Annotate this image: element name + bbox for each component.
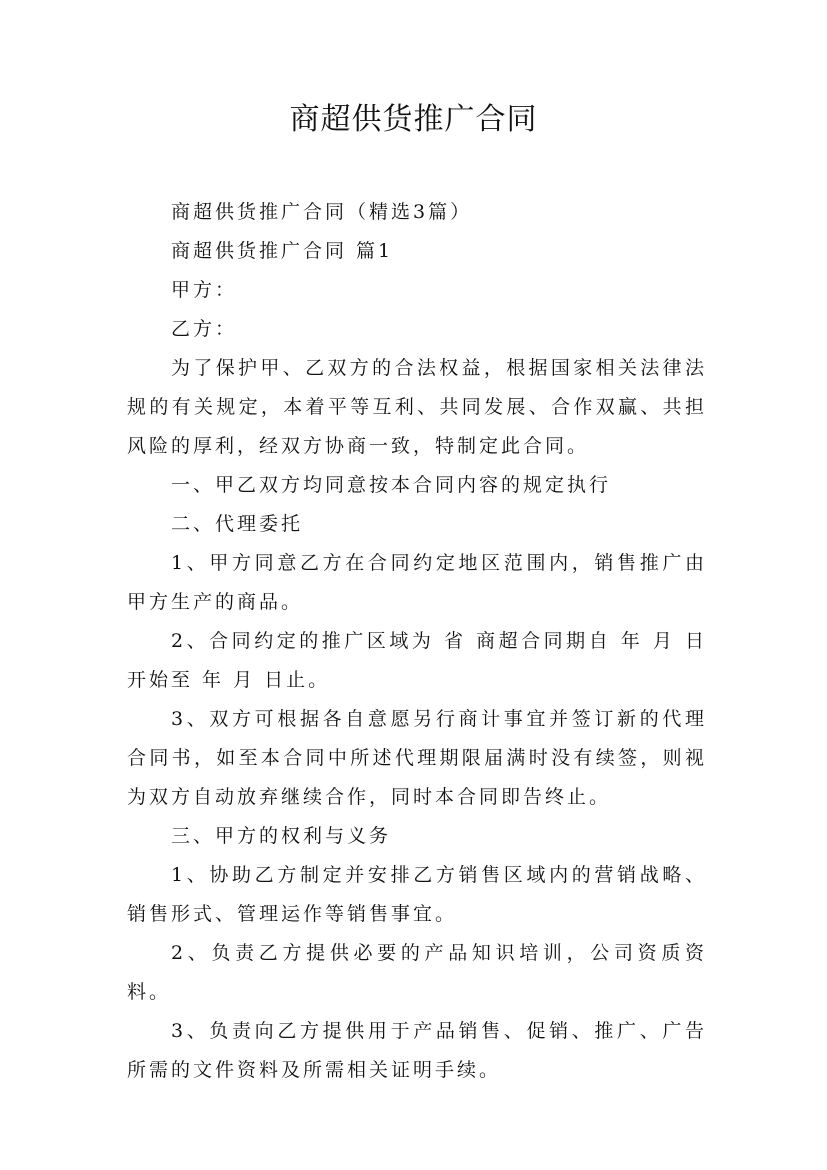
paragraph-clause-2-3: 3、双方可根据各自意愿另行商计事宜并签订新的代理合同书，如至本合同中所述代理期限届满时没有续签，则视为双方自动放弃继续合作，同时本合同即告终止。 [127,708,707,808]
paragraph-heading-collection: 商超供货推广合同（精选3篇） [171,201,473,223]
paragraph-clause-3-3: 3、负责向乙方提供用于产品销售、促销、推广、广告所需的文件资料及所需相关证明手续。 [127,1020,707,1081]
paragraph-party-b: 乙方： [171,318,238,340]
document-title: 商超供货推广合同 [289,102,538,137]
paragraph-clause-3-1: 1、协助乙方制定并安排乙方销售区域内的营销战略、销售形式、管理运作等销售事宜。 [127,864,707,925]
paragraph-party-a: 甲方： [171,279,238,301]
document-body [127,193,707,1090]
paragraph-clause-3-2: 2、负责乙方提供必要的产品知识培训，公司资质资料。 [127,942,707,1003]
paragraph-section-2: 二、代理委托 [171,513,304,535]
paragraph-section-3: 三、甲方的权利与义务 [171,825,392,847]
paragraph-heading-part1: 商超供货推广合同 篇1 [171,240,394,262]
paragraph-preamble: 为了保护甲、乙双方的合法权益，根据国家相关法律法规的有关规定，本着平等互利、共同发展、合作双赢、共担风险的厚利，经双方协商一致，特制定此合同。 [127,357,707,457]
paragraph-clause-2-2: 2、合同约定的推广区域为 省 商超合同期自 年 月 日开始至 年 月 日止。 [127,630,707,691]
paragraph-section-1: 一、甲乙双方均同意按本合同内容的规定执行 [171,474,612,496]
paragraph-clause-2-1: 1、甲方同意乙方在合同约定地区范围内，销售推广由甲方生产的商品。 [127,552,707,613]
